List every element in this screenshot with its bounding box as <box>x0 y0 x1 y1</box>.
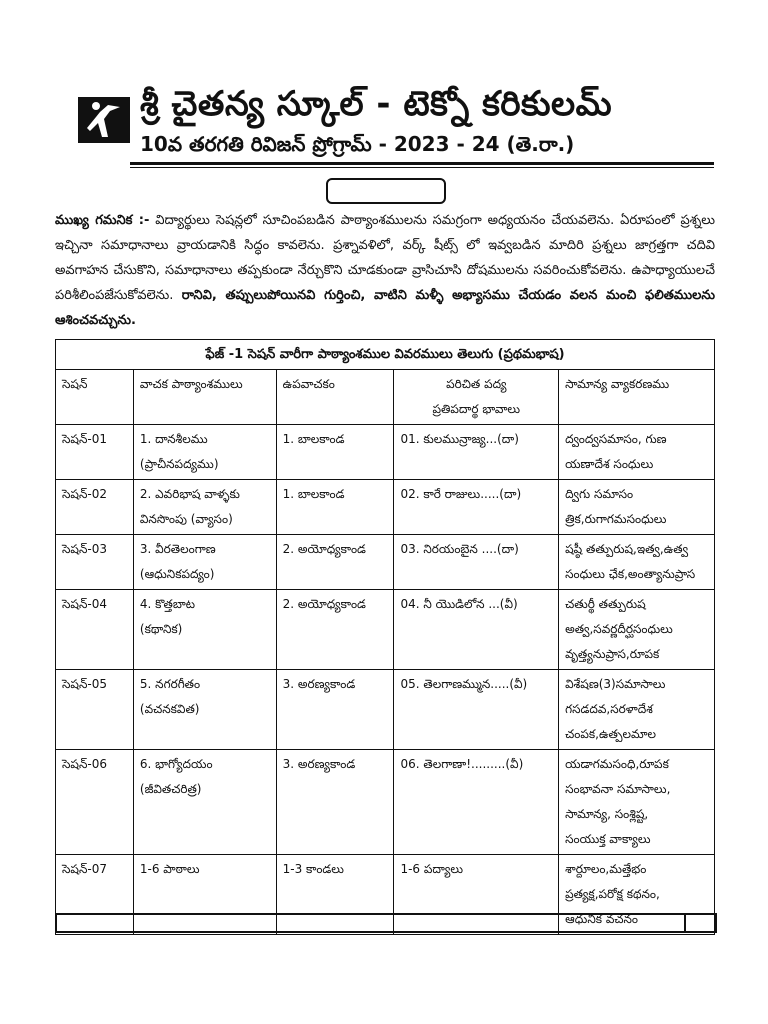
cell-grammar-line: ప్రత్యక్ష,పరోక్ష కథనం, <box>565 887 660 901</box>
cell-grammar-line: యణాదేశ సంధులు <box>565 457 654 471</box>
cell-grammar <box>559 425 715 480</box>
cell-grammar-line: ఆధునిక వచనం <box>565 912 638 926</box>
header-supplementary: ఉపవాచకం <box>276 370 394 425</box>
table-row <box>56 425 715 480</box>
cell-grammar-line: సంభావనా సమాసాలు, <box>565 782 671 796</box>
table-row <box>56 535 715 590</box>
cell-reading-line: వినసొంపు (వ్యాసం) <box>139 512 233 526</box>
cell-supplementary: 1. బాలకాండ <box>276 425 394 480</box>
blank-label-box <box>326 178 446 204</box>
session-table <box>55 339 715 935</box>
cell-reading <box>133 670 276 750</box>
cell-grammar-line: షష్ఠీ తత్పురుష,ఇత్వ,ఉత్వ <box>565 542 689 556</box>
table-row <box>56 480 715 535</box>
cell-reading-line: 5. నగరగీతం <box>139 677 201 691</box>
cell-grammar-line: శార్దూలం,మత్తేభం <box>565 862 647 876</box>
cell-grammar-line: చంపక,ఉత్పలమాల <box>565 727 657 741</box>
page-subtitle: 10వ తరగతి రివిజన్ ప్రోగ్రామ్ - 2023 - 24 (తె.రా.) <box>140 132 575 156</box>
cell-supplementary: 2. అయోధ్యకాండ <box>276 535 394 590</box>
cell-session: సెషన్-02 <box>56 480 134 535</box>
cell-supplementary: 3. అరణ్యకాండ <box>276 750 394 855</box>
cell-grammar-line: అత్వ,సవర్ణదీర్ఘసంధులు <box>565 622 673 636</box>
cell-supplementary: 3. అరణ్యకాండ <box>276 670 394 750</box>
cell-poem: 04. నీ యొడిలోన ...(వీ) <box>394 590 559 670</box>
cell-reading-line: (జీవితచరిత్ర) <box>139 782 202 796</box>
cell-session: సెషన్-06 <box>56 750 134 855</box>
cell-reading <box>133 750 276 855</box>
cell-session: సెషన్-05 <box>56 670 134 750</box>
cell-reading <box>133 480 276 535</box>
cell-grammar-line: త్రిక,రుగాగమసంధులు <box>565 512 667 526</box>
cell-reading-line: 3. వీరతెలంగాణ <box>139 542 216 556</box>
footer-bar <box>55 913 717 933</box>
header-poem <box>394 370 559 425</box>
cell-reading-line: 1-6 పాఠాలు <box>139 862 200 876</box>
cell-reading <box>133 535 276 590</box>
note-emphasis: రానివి, తప్పులుపోయినవి గుర్తించి, వాటిని మళ్ళీ అభ్యాసము చేయడం వలన మంచి ఫలితములను ఆశించవచ్చును. <box>55 288 715 328</box>
cell-supplementary: 1. బాలకాండ <box>276 480 394 535</box>
cell-poem: 1-6 పద్యాలు <box>394 855 559 935</box>
header-reading: వాచక పాఠ్యాంశములు <box>133 370 276 425</box>
cell-grammar <box>559 480 715 535</box>
cell-poem: 02. కారే రాజులు.....(దా) <box>394 480 559 535</box>
cell-supplementary: 1-3 కాండలు <box>276 855 394 935</box>
cell-reading-line: (ప్రాచీనపద్యము) <box>139 457 219 471</box>
cell-reading-line: 2. ఎవరిభాష వాళ్ళకు <box>139 487 240 501</box>
header-grammar: సామాన్య వ్యాకరణము <box>559 370 715 425</box>
cell-grammar <box>559 750 715 855</box>
cell-reading <box>133 590 276 670</box>
cell-grammar-line: సామాన్య, సంశ్లిష్ట, <box>565 807 649 821</box>
cell-reading-line: 1. దానశీలము <box>139 432 208 446</box>
cell-reading-line: (వచనకవిత) <box>139 702 200 716</box>
cell-grammar <box>559 670 715 750</box>
cell-grammar-line: సంధులు ఛేక,అంత్యానుప్రాస <box>565 567 696 581</box>
cell-poem: 03. నిరయంబైన ....(దా) <box>394 535 559 590</box>
cell-grammar <box>559 590 715 670</box>
header-poem-line1: పరిచిత పద్య <box>446 377 507 391</box>
table-row <box>56 670 715 750</box>
header-poem-line2: ప్రతిపదార్థ భావాలు <box>432 402 521 416</box>
cell-grammar-line: ద్వంద్వసమాసం, గుణ <box>565 432 667 446</box>
cell-session: సెషన్-03 <box>56 535 134 590</box>
cell-grammar-line: సంయుక్త వాక్యాలు <box>565 832 651 846</box>
cell-session: సెషన్-01 <box>56 425 134 480</box>
cell-poem: 01. కులమున్రాజ్య...(దా) <box>394 425 559 480</box>
cell-grammar-line: ద్విగు సమాసం <box>565 487 634 501</box>
school-logo-icon <box>78 97 130 143</box>
table-row <box>56 750 715 855</box>
table-title: ఫేజ్ -1 సెషన్ వారీగా పాఠ్యాంశముల వివరములు తెలుగు (ప్రథమభాష) <box>56 340 715 370</box>
cell-reading-line: 6. భాగ్యోదయం <box>139 757 213 771</box>
cell-poem: 05. తెలగాణమ్మున.....(వీ) <box>394 670 559 750</box>
cell-session: సెషన్-07 <box>56 855 134 935</box>
cell-reading-line: (కథానిక) <box>139 622 183 636</box>
table-header-row <box>56 370 715 425</box>
header-session: సెషన్ <box>56 370 134 425</box>
cell-poem: 06. తెలగాణా!.........(వీ) <box>394 750 559 855</box>
cell-grammar <box>559 535 715 590</box>
cell-reading-line: 4. కొత్తబాట <box>139 597 195 611</box>
cell-grammar-line: వృత్త్యనుప్రాస,రూపక <box>565 647 660 661</box>
important-note <box>55 208 715 333</box>
cell-grammar-line: యడాగమసంధి,రూపక <box>565 757 669 771</box>
cell-grammar-line: విశేషణ(3)సమాసాలు <box>565 677 666 691</box>
header-rule-thick <box>130 162 714 165</box>
cell-supplementary: 2. అయోధ్యకాండ <box>276 590 394 670</box>
cell-reading-line: (ఆధునికపద్యం) <box>139 567 215 581</box>
cell-session: సెషన్-04 <box>56 590 134 670</box>
note-label: ముఖ్య గమనిక :- <box>55 213 150 228</box>
footer-divider <box>684 913 686 931</box>
table-row <box>56 590 715 670</box>
cell-reading <box>133 425 276 480</box>
note-body: విద్యార్థులు సెషన్లలో సూచింపబడిన పాఠ్యాంశములను సమగ్రంగా అధ్యయనం చేయవలెను. ఏరూపంలో ప్రశ్నలు ఇచ్చినా సమాధానాలు వ్రాయడానికి సిద్ధం కావలెను. ప్రశ్నావళిలో, వర్క్ షీట్స్ లో ఇవ్వబడిన మాదిరి ప్రశ్నలు జాగ్రత్తగా చదివి అవగాహన చేసుకొని, సమాధానాలు తప్పకుండా నేర్చుకొని చూడకుండా వ్రాసిచూసి దోషములను సవరించుకోవలెను. ఉపాధ్యాయులచే పరిశీలింపజేసుకోవలెను. <box>55 213 716 303</box>
header-rule-thin <box>130 167 714 168</box>
cell-grammar-line: చతుర్థీ తత్పురుష <box>565 597 646 611</box>
page-title: శ్రీ చైతన్య స్కూల్ - టెక్నో కరికులమ్ <box>140 84 613 124</box>
cell-grammar-line: గసడదవ,సరళాదేశ <box>565 702 653 716</box>
